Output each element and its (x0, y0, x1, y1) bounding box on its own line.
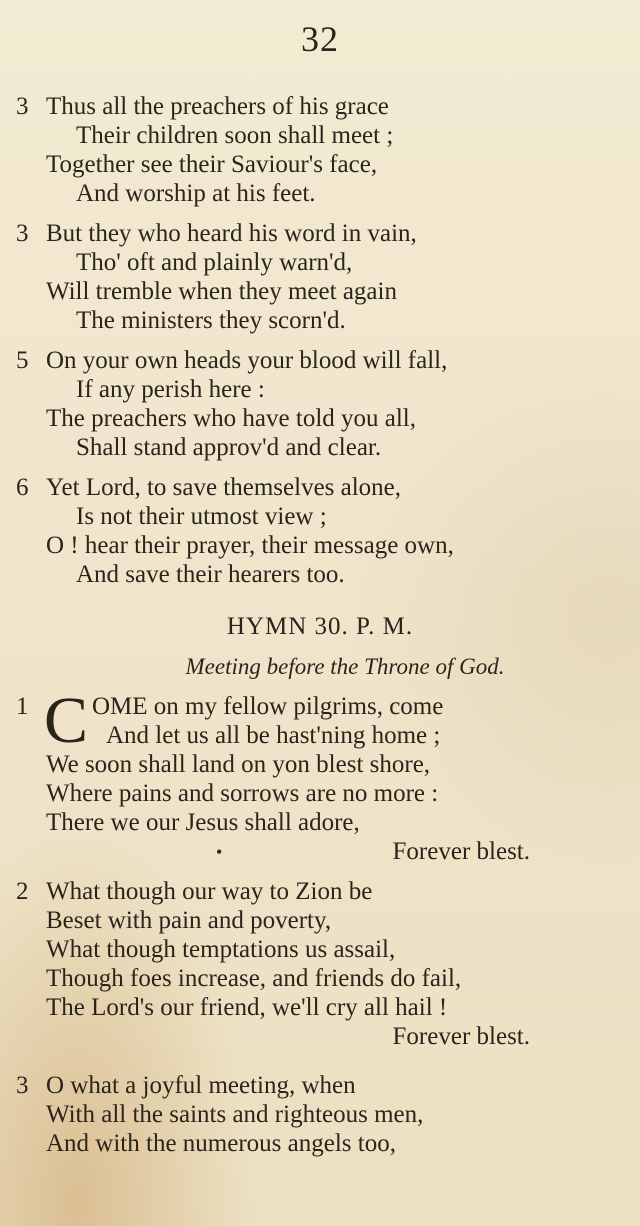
verse-line: O what a joyful meeting, when (46, 1072, 356, 1099)
verse-line: Yet Lord, to save themselves alone, (46, 474, 402, 501)
verse-line: Tho' oft and plainly warn'd, (76, 249, 353, 276)
stanza-number: 3 (16, 220, 29, 247)
hymn-subtitle: Meeting before the Throne of God. (185, 654, 505, 679)
stanza-number: 3 (16, 1072, 29, 1099)
verse-line: OME on my fellow pilgrims, come (92, 693, 444, 720)
bullet-mark: • (216, 842, 223, 862)
verse-line: There we our Jesus shall adore, (46, 809, 360, 836)
verse-line: And save their hearers too. (76, 561, 345, 588)
verse-line: And with the numerous angels too, (46, 1130, 396, 1157)
verse-line: With all the saints and righteous men, (46, 1101, 424, 1128)
stanza-number: 3 (16, 93, 29, 120)
verse-line: Is not their utmost view ; (76, 503, 327, 530)
verse-line: Shall stand approv'd and clear. (76, 434, 382, 461)
verse-line: The preachers who have told you all, (46, 405, 417, 432)
verse-line: And let us all be hast'ning home ; (106, 722, 441, 749)
verse-line: The Lord's our friend, we'll cry all hail ! (46, 994, 448, 1021)
verse-line: On your own heads your blood will fall, (46, 347, 448, 374)
verse-line: If any perish here : (76, 376, 265, 403)
verse-line: Though foes increase, and friends do fail, (46, 965, 462, 992)
drop-cap: C (44, 684, 89, 757)
verse-line: The ministers they scorn'd. (76, 307, 346, 334)
verse-line: O ! hear their prayer, their message own, (46, 532, 454, 559)
verse-line: What though temptations us assail, (46, 936, 396, 963)
page-number: 32 (301, 19, 339, 59)
stanza-number: 5 (16, 347, 29, 374)
verse-line: Their children soon shall meet ; (76, 122, 394, 149)
verse-line: Beset with pain and poverty, (46, 907, 332, 934)
refrain-line: Forever blest. (392, 838, 530, 865)
verse-line: Together see their Saviour's face, (46, 151, 378, 178)
verse-line: Will tremble when they meet again (46, 278, 397, 305)
verse-line: We soon shall land on yon blest shore, (46, 751, 431, 778)
hymn-title: HYMN 30. P. M. (226, 613, 414, 640)
verse-line: Thus all the preachers of his grace (46, 93, 389, 120)
verse-line: Where pains and sorrows are no more : (46, 780, 439, 807)
verse-line: And worship at his feet. (76, 180, 316, 207)
stanza-number: 2 (16, 878, 29, 905)
refrain-line: Forever blest. (392, 1023, 530, 1050)
verse-line: But they who heard his word in vain, (46, 220, 417, 247)
stanza-number: 6 (16, 474, 29, 501)
stanza-number: 1 (16, 693, 29, 720)
verse-line: What though our way to Zion be (46, 878, 373, 905)
